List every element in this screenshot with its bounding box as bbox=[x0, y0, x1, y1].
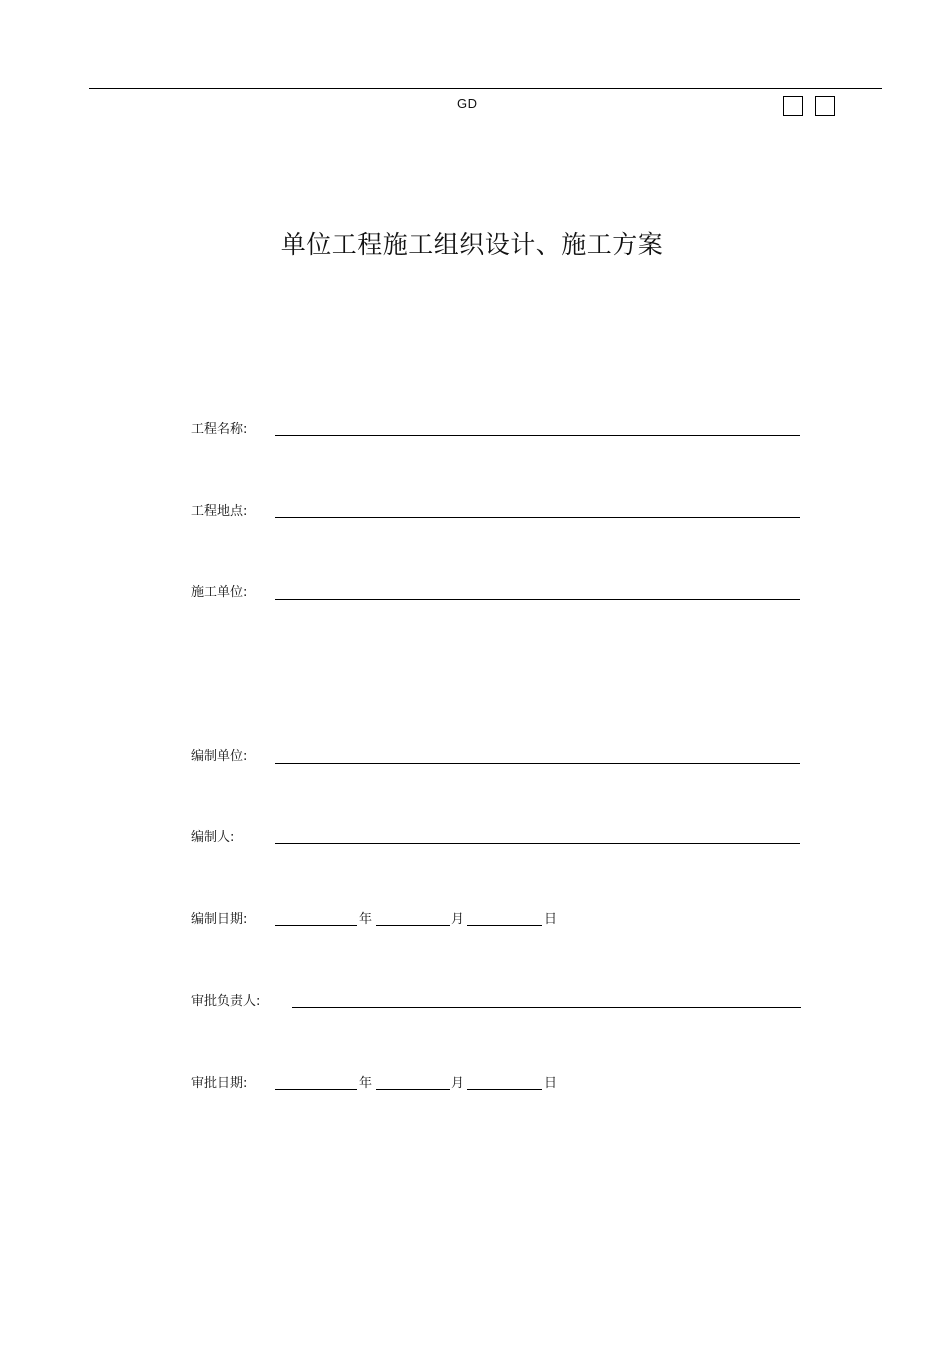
approve-date-day-unit: 日 bbox=[544, 1076, 558, 1091]
compile-date-day-field[interactable] bbox=[467, 925, 542, 926]
project-location-label: 工程地点: bbox=[191, 504, 248, 519]
compile-date-year-unit: 年 bbox=[359, 912, 373, 927]
code-box-1[interactable] bbox=[783, 96, 803, 116]
approver-field[interactable] bbox=[292, 1007, 801, 1008]
approver-label: 审批负责人: bbox=[191, 994, 261, 1009]
approve-date-day-field[interactable] bbox=[467, 1089, 542, 1090]
construction-unit-label: 施工单位: bbox=[191, 585, 248, 600]
approve-date-year-unit: 年 bbox=[359, 1076, 373, 1091]
approve-date-label: 审批日期: bbox=[191, 1076, 248, 1091]
compiling-unit-label: 编制单位: bbox=[191, 749, 248, 764]
compile-date-month-unit: 月 bbox=[451, 912, 465, 927]
approve-date-month-field[interactable] bbox=[376, 1089, 450, 1090]
code-box-2[interactable] bbox=[815, 96, 835, 116]
compile-date-label: 编制日期: bbox=[191, 912, 248, 927]
approve-date-year-field[interactable] bbox=[275, 1089, 357, 1090]
compiler-label: 编制人: bbox=[191, 830, 235, 845]
project-name-label: 工程名称: bbox=[191, 422, 248, 437]
approve-date-month-unit: 月 bbox=[451, 1076, 465, 1091]
project-name-field[interactable] bbox=[275, 435, 800, 436]
compiler-field[interactable] bbox=[275, 843, 800, 844]
page-title: 单位工程施工组织设计、施工方案 bbox=[280, 230, 664, 259]
construction-unit-field[interactable] bbox=[275, 599, 800, 600]
compile-date-year-field[interactable] bbox=[275, 925, 357, 926]
doc-code: GD bbox=[457, 96, 478, 111]
compile-date-month-field[interactable] bbox=[376, 925, 450, 926]
header-rule bbox=[89, 88, 882, 89]
compiling-unit-field[interactable] bbox=[275, 763, 800, 764]
project-location-field[interactable] bbox=[275, 517, 800, 518]
compile-date-day-unit: 日 bbox=[544, 912, 558, 927]
